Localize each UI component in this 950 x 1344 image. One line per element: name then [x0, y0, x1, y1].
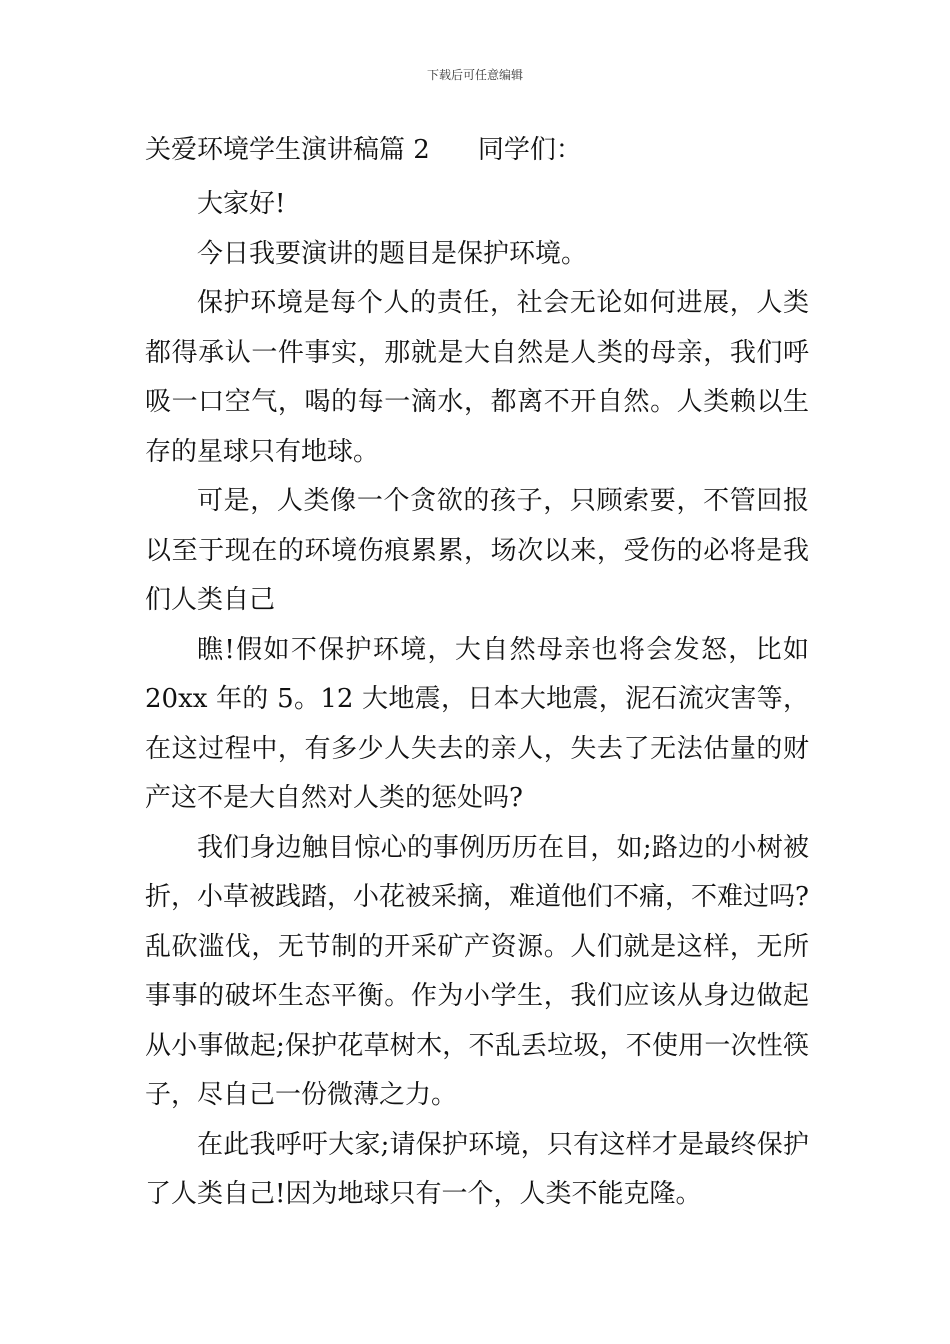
paragraph-examples: 我们身边触目惊心的事例历历在目，如;路边的小树被折，小草被践踏，小花被采摘，难道他们不痛，不难过吗?乱砍滥伐，无节制的开采矿产资源。人们就是这样，无所事事的破坏生态平衡。作为小学生，我们应该从身边做起从小事做起;保护花草树木，不乱丢垃圾，不使用一次性筷子，尽自己一份微薄之力。	[145, 832, 809, 1110]
paragraph-disasters: 瞧!假如不保护环境，大自然母亲也将会发怒，比如20xx 年的 5。12 大地震，日本大地震，泥石流灾害等，在这过程中，有多少人失去的亲人，失去了无法估量的财产这不是大自然对人类的惩处吗?	[145, 634, 809, 813]
paragraph-greedy-child: 可是，人类像一个贪欲的孩子，只顾索要，不管回报以至于现在的环境伤痕累累，场次以来，受伤的必将是我们人类自己	[145, 486, 809, 615]
paragraph-greeting: 大家好!	[197, 189, 286, 219]
paragraph-appeal: 在此我呼吁大家;请保护环境，只有这样才是最终保护了人类自己!因为地球只有一个，人类不能克隆。	[145, 1129, 809, 1209]
paragraph-responsibility: 保护环境是每个人的责任，社会无论如何进展，人类都得承认一件事实，那就是大自然是人类的母亲，我们呼吸一口空气，喝的每一滴水，都离不开自然。人类赖以生存的星球只有地球。	[145, 288, 809, 467]
header-note: 下载后可任意编辑	[426, 68, 523, 82]
salutation: 同学们：	[477, 135, 582, 165]
title-line	[145, 133, 582, 167]
paragraph-topic: 今日我要演讲的题目是保护环境。	[197, 238, 588, 269]
document-title: 关爱环境学生演讲稿篇 2	[145, 135, 430, 165]
document-body	[145, 180, 809, 1220]
